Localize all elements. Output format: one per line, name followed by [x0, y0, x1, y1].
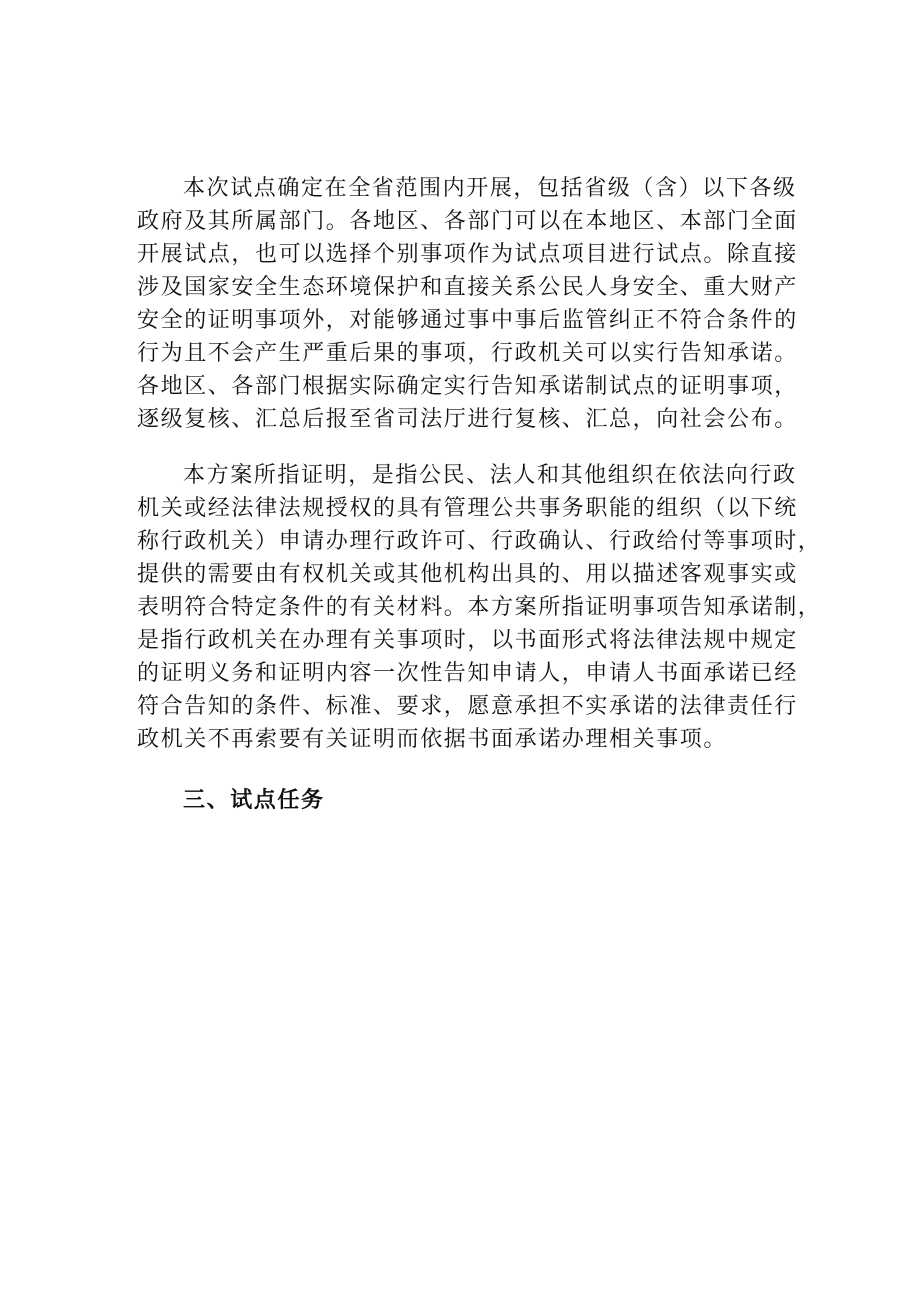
paragraph-definition: [137, 459, 822, 756]
paragraph-pilot-scope: [137, 172, 807, 436]
text-line: 是指行政机关在办理有关事项时，以书面形式将法律法规中规定: [137, 628, 798, 653]
text-line: 本方案所指证明，是指公民、法人和其他组织在依法向行政: [183, 463, 797, 488]
text-line: 政府及其所属部门。各地区、各部门可以在本地区、本部门全面: [137, 209, 798, 234]
document-body: [137, 172, 822, 817]
text-line: 称行政机关）申请办理行政许可、行政确认、行政给付等事项时，: [137, 529, 822, 554]
text-line: 各地区、各部门根据实际确定实行告知承诺制试点的证明事项，: [137, 374, 798, 399]
text-line: 政机关不再索要有关证明而依据书面承诺办理相关事项。: [137, 727, 728, 752]
text-line: 开展试点，也可以选择个别事项作为试点项目进行试点。除直接: [137, 242, 798, 267]
text-line: 表明符合特定条件的有关材料。本方案所指证明事项告知承诺制，: [137, 595, 822, 620]
text-line: 提供的需要由有权机关或其他机构出具的、用以描述客观事实或: [137, 562, 798, 587]
text-line: 行为且不会产生严重后果的事项，行政机关可以实行告知承诺。: [137, 341, 798, 366]
section-heading: 三、试点任务: [183, 788, 325, 813]
text-line: 安全的证明事项外，对能够通过事中事后监管纠正不符合条件的: [137, 308, 798, 333]
text-line: 符合告知的条件、标准、要求，愿意承担不实承诺的法律责任行: [137, 694, 798, 719]
text-line: 本次试点确定在全省范围内开展，包括省级（含）以下各级: [183, 176, 797, 201]
text-line: 逐级复核、汇总后报至省司法厅进行复核、汇总，向社会公布。: [137, 407, 798, 432]
text-line: 机关或经法律法规授权的具有管理公共事务职能的组织（以下统: [137, 496, 798, 521]
text-line: 涉及国家安全生态环境保护和直接关系公民人身安全、重大财产: [137, 275, 798, 300]
text-line: 的证明义务和证明内容一次性告知申请人，申请人书面承诺已经: [137, 661, 798, 686]
